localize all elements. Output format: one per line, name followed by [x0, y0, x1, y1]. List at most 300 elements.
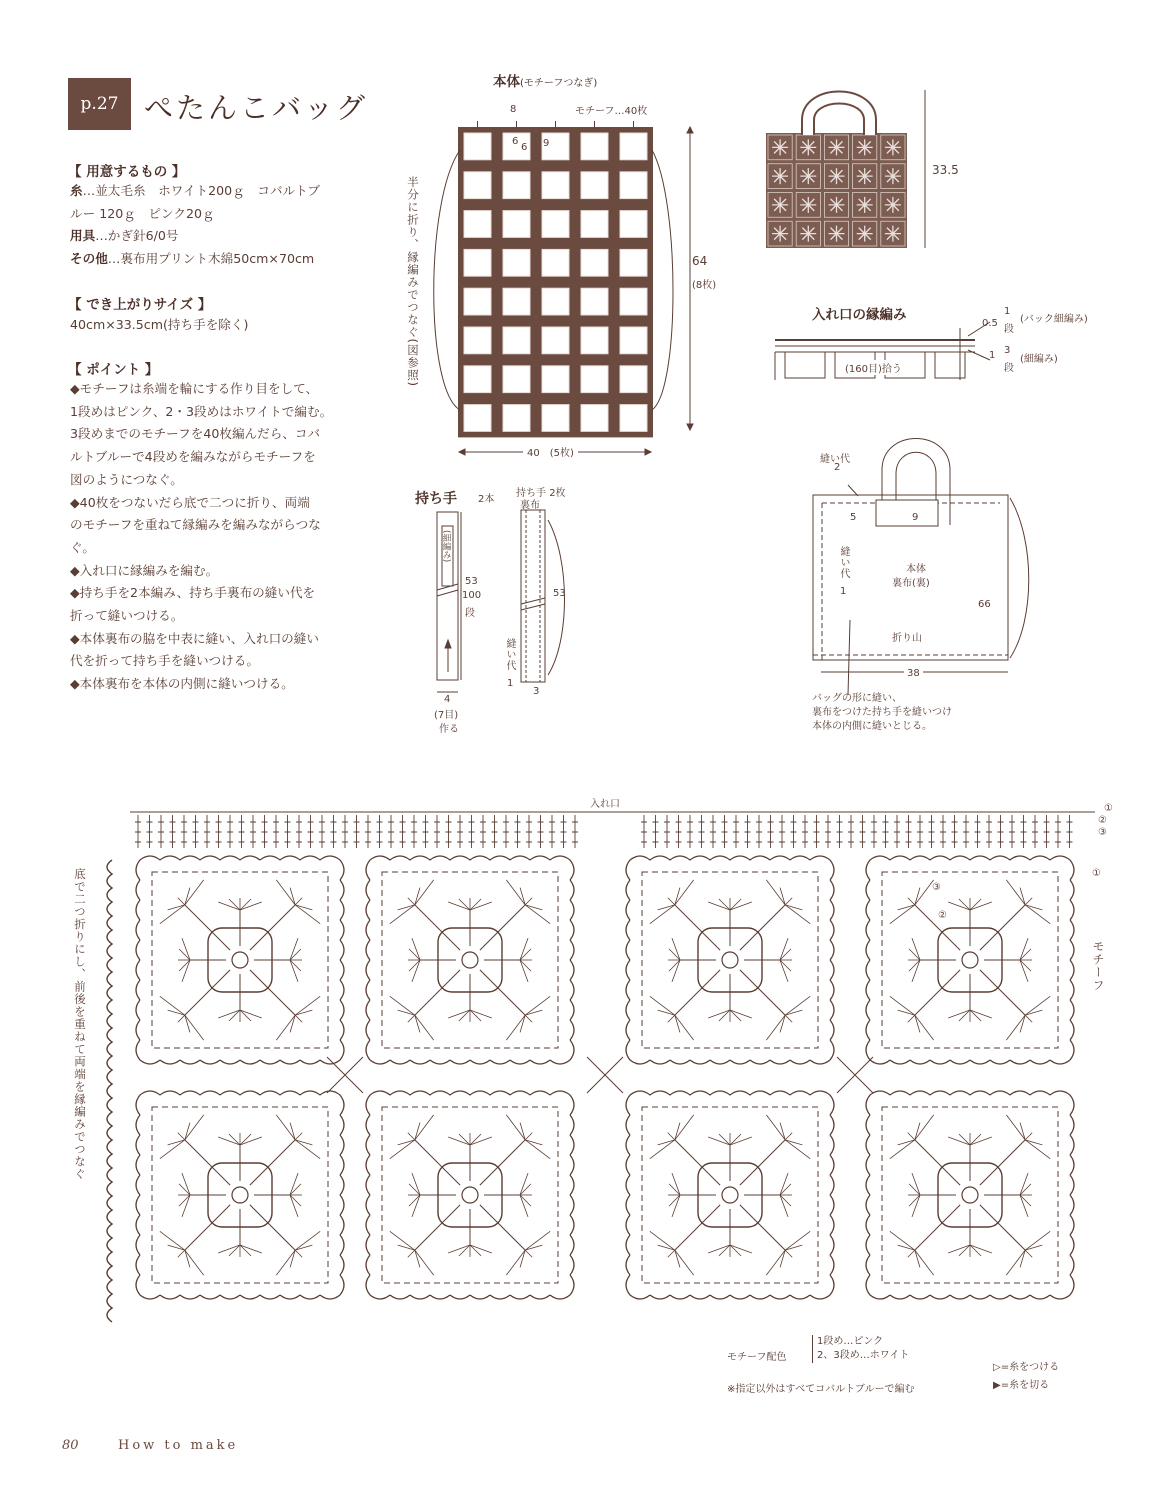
bag-motif-flower [800, 226, 816, 242]
edge-stitch [572, 815, 578, 848]
motif-fan-stitch [708, 1010, 730, 1018]
lining-dim-9: 9 [912, 512, 919, 523]
tool-text: …かぎ針6/0号 [95, 228, 179, 243]
motif-fan-stitch [1025, 1010, 1042, 1015]
motif-fan-stitch [290, 1250, 295, 1267]
motif-fan-stitch [650, 905, 675, 924]
body-motif-cell [542, 249, 569, 276]
body-motif-cell [620, 249, 647, 276]
edge-stitch [676, 815, 682, 848]
motif-fan-stitch [290, 1173, 298, 1195]
motif-fan-stitch [185, 1015, 204, 1040]
motif-fan-stitch [675, 1123, 680, 1140]
motif-fan-stitch [785, 905, 802, 910]
motif-fan-stitch [1025, 905, 1050, 924]
motif-fan-stitch [785, 1133, 792, 1140]
motif-fan-stitch [1020, 888, 1025, 905]
motif-fan-stitch [766, 880, 785, 905]
motif-fan-stitch [240, 902, 262, 910]
body-motif-cell [542, 405, 569, 432]
edge-stitch [526, 815, 532, 848]
motif-center-ring [462, 1187, 478, 1203]
point-line: ◆本体裏布を本体の内側に縫いつける。 [70, 676, 294, 692]
motif-fan-stitch [160, 1231, 185, 1250]
edge-stitch [239, 815, 245, 848]
handle-count: 2本 [478, 494, 495, 505]
body-motif-cell [464, 211, 491, 238]
lining-height: 66 [978, 599, 991, 610]
body-motif-cell [581, 366, 608, 393]
handle-title: 持ち手 [415, 491, 457, 507]
motif-fan-stitch [675, 1015, 694, 1040]
edge-row2-note: (細編み) [1020, 354, 1058, 365]
edge-stitch [825, 815, 831, 848]
points-heading: 【 ポイント 】 [68, 362, 159, 378]
edge-stitch [204, 815, 210, 848]
motif-fan-stitch [1006, 1115, 1025, 1140]
motif-fan-stitch [672, 938, 680, 960]
motif-fan-stitch [1025, 1140, 1042, 1145]
edge-stitch [285, 815, 291, 848]
body-motif-cell [503, 249, 530, 276]
point-line: 代を折って持ち手を縫いつける。 [70, 653, 259, 669]
edge-stitch [423, 815, 429, 848]
bag-motif-flower [772, 226, 788, 242]
motif-fan-stitch [295, 1245, 312, 1250]
motif-fan-stitch [415, 1015, 434, 1040]
motif-fan-stitch [785, 905, 810, 924]
motif-count: モチーフ…40枚 [575, 106, 648, 117]
motif-fan-stitch [908, 1250, 915, 1257]
motif-fan-stitch [785, 1245, 802, 1250]
body-motif-cell [464, 133, 491, 160]
motif-fan-stitch [658, 1245, 675, 1250]
motif-fan-stitch [708, 1245, 730, 1253]
motif-fan-stitch [295, 1231, 320, 1250]
body-motif-cell [620, 172, 647, 199]
motif-fan-stitch [915, 1250, 934, 1275]
motif-fan-stitch [1020, 960, 1028, 982]
motif-fan-stitch [948, 1137, 970, 1145]
edge-row2-u: 段 [1004, 363, 1014, 374]
motif-fan-stitch [915, 1015, 934, 1040]
motif-fan-stitch [1006, 1015, 1025, 1040]
yarn-text: …並太毛糸 ホワイト200ｇ コバルトブ [82, 183, 320, 198]
point-line: ぐ。 [70, 539, 95, 555]
motif-fan-stitch [912, 1173, 920, 1195]
edge-row1-n: 1 [1004, 306, 1011, 317]
motif-fan-stitch [178, 1133, 185, 1140]
body-subtitle: (モチーフつなぎ) [520, 78, 598, 89]
lining-dim-5: 5 [850, 512, 857, 523]
lining-handle-title-text: 持ち手 [516, 488, 546, 499]
motif-fan-stitch [675, 1250, 680, 1267]
motif-fan-stitch [182, 1195, 190, 1217]
edge-stitch [952, 815, 958, 848]
bag-motif-flower [829, 226, 845, 242]
motif-fan-stitch [178, 1015, 185, 1022]
motif-fan-stitch [915, 1015, 920, 1032]
body-motif-cell [464, 327, 491, 354]
motif-fan-stitch [1025, 1231, 1050, 1250]
edge-stitch [791, 815, 797, 848]
body-motif-cell [581, 288, 608, 315]
motif-fan-stitch [1006, 880, 1025, 905]
motif-fan-stitch [525, 905, 542, 910]
motif-fan-stitch [295, 1140, 312, 1145]
motif-fan-stitch [780, 1250, 785, 1267]
body-motif-grid [458, 121, 653, 437]
motif-fan-stitch [915, 1123, 920, 1140]
motif-fan-stitch [890, 1231, 915, 1250]
body-motif-cell [503, 405, 530, 432]
motif-fan-stitch [276, 880, 295, 905]
point-line: ◆持ち手を2本編み、持ち手裏布の縫い代を [70, 585, 316, 601]
motif-fan-stitch [1025, 898, 1032, 905]
motif-fan-stitch [1006, 1250, 1025, 1275]
body-motif-cell [503, 288, 530, 315]
motif-fan-stitch [1025, 1245, 1042, 1250]
body-motif-cell [620, 366, 647, 393]
handle-chain: (7目) [434, 710, 459, 721]
lining-handle-seam-n: 1 [507, 678, 514, 689]
edge-stitch [411, 815, 417, 848]
body-motif-cell [503, 327, 530, 354]
lining-note-line: バッグの形に縫い、 [812, 693, 902, 704]
other-text: …裏布用プリント木綿50cm×70cm [107, 250, 315, 266]
edge-stitch [814, 815, 820, 848]
chart-motif-label: モチーフ [1091, 940, 1105, 992]
motif-fan-stitch [415, 1123, 420, 1140]
motif-scallop-border [136, 1091, 344, 1299]
edge-stitch [733, 815, 739, 848]
handle-inner: (細編み) [441, 530, 451, 563]
edge-row1-note: (バック細編み) [1020, 314, 1088, 325]
motif-fan-stitch [785, 1140, 810, 1159]
bag-motif-flower [857, 168, 873, 184]
motif-fan-stitch [185, 888, 190, 905]
bag-view-grid [766, 133, 907, 248]
motif-fan-stitch [295, 1140, 320, 1159]
bag-motif-flower [885, 226, 901, 242]
chart-row-mark: ① [1092, 868, 1101, 879]
motif-fan-stitch [525, 1015, 532, 1022]
motif-fan-stitch [470, 1137, 492, 1145]
motif-fan-stitch [1020, 938, 1028, 960]
motif-fan-stitch [290, 1123, 295, 1140]
motif-fan-stitch [525, 1250, 532, 1257]
bag-height: 33.5 [932, 163, 959, 177]
motif-fan-stitch [650, 996, 675, 1015]
motif-fan-stitch [295, 898, 302, 905]
lining-handle-width: 3 [533, 686, 540, 697]
edge-stitch [250, 815, 256, 848]
edge-stitch [860, 815, 866, 848]
motif-fan-stitch [915, 880, 934, 905]
motif-fan-stitch [948, 1010, 970, 1018]
motif-fan-stitch [178, 1250, 185, 1257]
body-motif-cell [464, 288, 491, 315]
motif-fan-stitch [668, 1015, 675, 1022]
motif-fan-stitch [240, 1245, 262, 1253]
motif-fan-stitch [185, 1015, 190, 1032]
motif-fan-stitch [520, 888, 525, 905]
motif-scallop-border [626, 1091, 834, 1299]
motif-fan-stitch [525, 905, 550, 924]
body-height-sub: (8枚) [692, 280, 717, 291]
body-title-main: 本体 [493, 74, 520, 90]
bag-motif-flower [829, 139, 845, 155]
motif-fan-stitch [185, 1250, 190, 1267]
motif-fan-stitch [412, 960, 420, 982]
bag-motif-flower [857, 226, 873, 242]
motif-fan-stitch [1025, 905, 1042, 910]
motif-fan-stitch [218, 1245, 240, 1253]
motif-fan-stitch [178, 898, 185, 905]
dim-6b: 6 [521, 142, 528, 153]
motif-fan-stitch [780, 888, 785, 905]
edge-stitch [745, 815, 751, 848]
join-cross [837, 1057, 873, 1093]
motif-fan-stitch [290, 1015, 295, 1032]
pattern-title: ぺたんこバッグ [144, 91, 369, 125]
body-motif-cell [503, 366, 530, 393]
edge-stitch [227, 815, 233, 848]
motif-fan-stitch [182, 1173, 190, 1195]
motif-fan-stitch [412, 1195, 420, 1217]
bag-motif-flower [829, 168, 845, 184]
edge-stitch [664, 815, 670, 848]
motif-fan-stitch [525, 1010, 542, 1015]
motif-fan-stitch [470, 1010, 492, 1018]
motif-fan-stitch [785, 996, 810, 1015]
motif-fan-stitch [168, 1245, 185, 1250]
motif-fan-stitch [525, 898, 532, 905]
motif-scallop-border [366, 856, 574, 1064]
motif-fan-stitch [290, 960, 298, 982]
edge-stitch [1032, 815, 1038, 848]
motif-fan-stitch [525, 1140, 550, 1159]
body-motif-cell [542, 288, 569, 315]
lining-handle-count: 2枚 [549, 488, 566, 499]
motif-fan-stitch [785, 1231, 810, 1250]
legend-join: ▷=糸をつける [993, 1362, 1060, 1373]
motif-fan-stitch [780, 960, 788, 982]
edge-pickup: (160目)拾う [842, 360, 905, 375]
bag-motif-flower [772, 197, 788, 213]
color-1: 1段め…ピンク [817, 1336, 884, 1347]
edge-stitch [469, 815, 475, 848]
edge-stitch [480, 815, 486, 848]
body-motif-cell [581, 327, 608, 354]
motif-fan-stitch [898, 905, 915, 910]
motif-fan-stitch [898, 1010, 915, 1015]
bag-motif-flower [772, 168, 788, 184]
edge-stitch [377, 815, 383, 848]
motif-fan-stitch [915, 1250, 920, 1267]
edge-stitch [457, 815, 463, 848]
yarn-label: 糸 [70, 183, 83, 198]
edge-row2-n: 3 [1004, 345, 1011, 356]
motif-fan-stitch [525, 1231, 550, 1250]
motif-fan-stitch [448, 902, 470, 910]
handle-width: 4 [444, 694, 451, 705]
motif-fan-stitch [390, 1140, 415, 1159]
motif-fan-stitch [730, 1010, 752, 1018]
edge-stitch [998, 815, 1004, 848]
motif-fan-stitch [1020, 1123, 1025, 1140]
motif-fan-stitch [295, 996, 320, 1015]
point-line: 3段めまでのモチーフを40枚編んだら、コバ [70, 426, 321, 442]
motif-fan-stitch [675, 1250, 694, 1275]
lining-handle-len: 53 [553, 588, 566, 599]
edge-stitch [342, 815, 348, 848]
motif-fan-stitch [412, 1173, 420, 1195]
motif-fan-stitch [295, 905, 312, 910]
motif-fan-stitch [890, 1140, 915, 1159]
motif-fan-stitch [675, 1115, 694, 1140]
body-motif-cell [542, 366, 569, 393]
lining-note-line: 本体の内側に縫いとじる。 [812, 721, 932, 732]
motif-fan-stitch [415, 888, 420, 905]
edge-stitch [515, 815, 521, 848]
body-motif-cell [464, 249, 491, 276]
body-motif-cell [503, 211, 530, 238]
edge-stitch [929, 815, 935, 848]
motif-center-ring [722, 952, 738, 968]
motif-fan-stitch [185, 880, 204, 905]
footer-label: How to make [118, 1438, 239, 1453]
motif-fan-stitch [730, 1137, 752, 1145]
motif-fan-stitch [658, 905, 675, 910]
point-line: 1段めはピンク、2・3段めはホワイトで編む。 [70, 403, 333, 419]
handle-rows-unit: 段 [465, 608, 475, 619]
body-motif-cell [581, 172, 608, 199]
motif-fan-stitch [412, 938, 420, 960]
motif-fan-stitch [1025, 1133, 1032, 1140]
motif-fan-stitch [168, 1010, 185, 1015]
chart-row-mark: ③ [1098, 827, 1107, 838]
join-cross [327, 1057, 363, 1093]
motif-fan-stitch [898, 1245, 915, 1250]
edge-stitch [1055, 815, 1061, 848]
motif-fan-stitch [520, 1123, 525, 1140]
motif-center-ring [462, 952, 478, 968]
motif-fan-stitch [785, 1140, 802, 1145]
point-line: ◆40枚をつないだら底で二つに折り、両端 [70, 494, 310, 510]
motif-fan-stitch [890, 996, 915, 1015]
motif-fan-stitch [408, 898, 415, 905]
edge-stitch [388, 815, 394, 848]
motif-fan-stitch [415, 1250, 434, 1275]
motif-fan-stitch [218, 1137, 240, 1145]
point-line: ◆入れ口に縁編みを編む。 [70, 562, 219, 578]
edge-stitch [193, 815, 199, 848]
edge-stitch [135, 815, 141, 848]
edge-stitch [503, 815, 509, 848]
edge-stitch [331, 815, 337, 848]
edge-stitch [722, 815, 728, 848]
motif-fan-stitch [672, 960, 680, 982]
motif-fan-stitch [470, 1245, 492, 1253]
body-motif-cell [542, 172, 569, 199]
body-motif-cell [542, 327, 569, 354]
tool-label: 用具 [70, 228, 96, 243]
body-motif-cell [620, 405, 647, 432]
motif-fan-stitch [506, 1115, 525, 1140]
motif-fan-stitch [448, 1245, 470, 1253]
motif-fan-stitch [520, 1015, 525, 1032]
bag-motif-flower [885, 139, 901, 155]
motif-fan-stitch [168, 905, 185, 910]
motif-fan-stitch [785, 1250, 792, 1257]
bag-motif-flower [857, 139, 873, 155]
other-label: その他 [70, 250, 108, 266]
motif-fan-stitch [898, 1140, 915, 1145]
handle-rows: 100 [462, 590, 482, 601]
motif-fan-stitch [675, 880, 694, 905]
motif-fan-stitch [672, 1195, 680, 1217]
motif-fan-stitch [295, 905, 320, 924]
edge-stitch [848, 815, 854, 848]
bag-motif-flower [885, 197, 901, 213]
motif-fan-stitch [240, 1137, 262, 1145]
edge-stitch [986, 815, 992, 848]
motif-fan-stitch [890, 905, 915, 924]
edge-stitch [687, 815, 693, 848]
motif-fan-stitch [408, 1015, 415, 1022]
bag-motif-flower [800, 168, 816, 184]
motif-fan-stitch [506, 880, 525, 905]
motif-fan-stitch [218, 902, 240, 910]
edge-stitch [538, 815, 544, 848]
edge-stitch [365, 815, 371, 848]
motif-fan-stitch [240, 1010, 262, 1018]
lining-inner-1: 本体 [906, 564, 926, 575]
edge-stitch [158, 815, 164, 848]
edge-stitch [1021, 815, 1027, 848]
point-line: ◆本体裏布の脇を中表に縫い、入れ口の縫い [70, 630, 319, 646]
motif-fan-stitch [398, 905, 415, 910]
motif-fan-stitch [766, 1015, 785, 1040]
lining-seam-top: 縫い代 [820, 454, 850, 465]
motif-fan-stitch [970, 1010, 992, 1018]
bag-motif-flower [772, 139, 788, 155]
motif-scallop-border [136, 856, 344, 1064]
motif-fan-stitch [912, 1195, 920, 1217]
motif-fan-stitch [218, 1010, 240, 1018]
motif-fan-stitch [185, 1250, 204, 1275]
edge-stitch [170, 815, 176, 848]
edge-stitch [1044, 815, 1050, 848]
motif-fan-stitch [1020, 1015, 1025, 1032]
motif-fan-stitch [185, 1123, 190, 1140]
dim-6a: 6 [512, 136, 519, 147]
edge-row2-h: 1 [989, 350, 996, 361]
edge-stitch [561, 815, 567, 848]
motif-fan-stitch [276, 1115, 295, 1140]
motif-fan-stitch [506, 1250, 525, 1275]
motif-fan-stitch [390, 996, 415, 1015]
edge-stitch [768, 815, 774, 848]
motif-fan-stitch [1025, 1015, 1032, 1022]
edge-stitch [319, 815, 325, 848]
edge-stitch [779, 815, 785, 848]
motif-fan-stitch [658, 1010, 675, 1015]
motif-fan-stitch [970, 902, 992, 910]
body-motif-cell [581, 249, 608, 276]
edge-stitch [434, 815, 440, 848]
